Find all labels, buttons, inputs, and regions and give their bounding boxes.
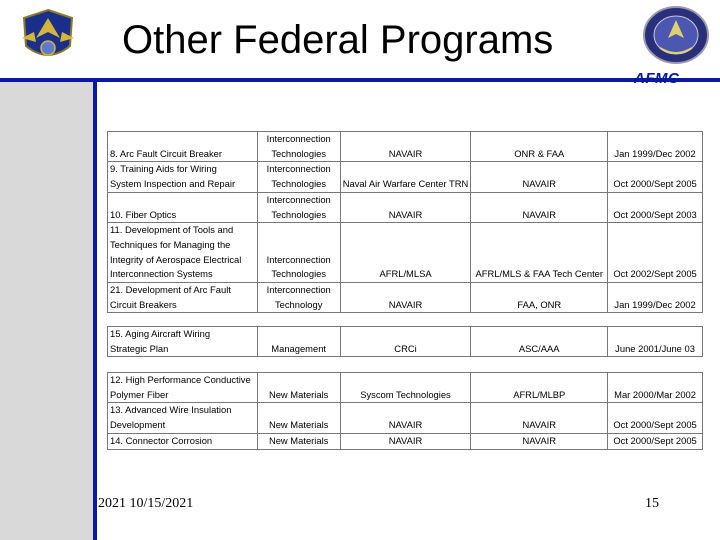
program-sponsor-cell: [471, 132, 608, 162]
program-performer-cell: [340, 132, 471, 162]
program-dates-cell: [608, 403, 703, 433]
program-sponsor: NAVAIR: [522, 434, 556, 446]
program-category-line: New Materials: [268, 419, 329, 431]
table-row: [108, 223, 703, 283]
program-sponsor-cell: [471, 373, 608, 403]
program-performer: Naval Air Warfare Center TRN: [342, 178, 469, 190]
program-name-line: 10. Fiber Optics: [110, 208, 177, 220]
program-category-line: Interconnection: [266, 253, 331, 265]
programs-table-interconnection: [107, 131, 703, 313]
program-category-cell: [257, 192, 340, 222]
program-category-line: New Materials: [268, 388, 329, 400]
command-emblem-icon: [18, 8, 78, 66]
left-divider: [93, 80, 97, 540]
program-performer: NAVAIR: [388, 208, 423, 220]
table-row: [108, 403, 703, 433]
program-dates: Oct 2000/Sept 2005: [613, 419, 697, 431]
program-dates: Oct 2000/Sept 2003: [613, 208, 697, 220]
program-sponsor: AFRL/MLBP: [513, 388, 566, 400]
program-sponsor-cell: [471, 192, 608, 222]
program-sponsor: ASC/AAA: [518, 342, 560, 354]
program-name-line: 21. Development of Arc Fault: [110, 284, 231, 296]
program-dates-cell: [608, 327, 703, 357]
program-name-line: 15. Aging Aircraft Wiring: [110, 328, 211, 339]
program-sponsor-cell: [471, 223, 608, 283]
program-name-line: 8. Arc Fault Circuit Breaker: [110, 147, 223, 159]
program-sponsor: AFRL/MLS & FAA Tech Center: [475, 268, 604, 280]
program-dates: Jan 1999/Dec 2002: [614, 147, 696, 159]
program-sponsor: NAVAIR: [522, 419, 556, 431]
program-category-line: Technologies: [271, 147, 327, 159]
table-row: [108, 283, 703, 313]
program-dates: June 2001/June 03: [615, 342, 695, 354]
program-sponsor: NAVAIR: [522, 178, 557, 190]
program-dates-cell: [608, 373, 703, 403]
center-crest-icon: [640, 4, 712, 66]
program-dates: Jan 1999/Dec 2002: [614, 298, 696, 310]
header-divider: [0, 78, 720, 82]
program-dates-cell: [608, 162, 703, 192]
program-category-line: Interconnection: [266, 284, 331, 296]
program-name-cell: [108, 403, 258, 433]
program-name-line: 12. High Performance Conductive: [110, 374, 251, 385]
program-category-line: Technologies: [271, 208, 327, 220]
program-category-cell: [257, 283, 340, 313]
program-dates-cell: [608, 223, 703, 283]
program-name-line: System Inspection and Repair: [110, 178, 236, 190]
program-category-line: Interconnection: [266, 193, 331, 205]
program-category-cell: [257, 162, 340, 192]
program-category-line: Management: [271, 342, 327, 354]
table-row: [108, 162, 703, 192]
program-name-line: 9. Training Aids for Wiring: [110, 163, 217, 175]
program-performer-cell: [340, 223, 471, 283]
program-category-cell: [257, 373, 340, 403]
program-name-cell: [108, 132, 258, 162]
program-category-line: Technology: [274, 298, 323, 310]
program-category-line: New Materials: [268, 434, 329, 446]
table-row: [108, 132, 703, 162]
program-sponsor: ONR & FAA: [514, 147, 565, 159]
program-sponsor-cell: [471, 283, 608, 313]
program-category-cell: [257, 132, 340, 162]
program-sponsor-cell: [471, 327, 608, 357]
program-category-line: Interconnection: [266, 163, 331, 175]
program-category-cell: [257, 223, 340, 283]
footer-date: 2021 10/15/2021: [98, 496, 194, 511]
page-number: 15: [645, 496, 659, 511]
program-name-cell: [108, 327, 258, 357]
program-category-cell: [257, 327, 340, 357]
program-performer: NAVAIR: [388, 298, 423, 310]
program-name-line: 14. Connector Corrosion: [110, 434, 213, 446]
program-dates-cell: [608, 192, 703, 222]
program-performer: CRCi: [394, 342, 417, 354]
programs-table-management: [107, 326, 703, 357]
program-name-line: Techniques for Managing the: [110, 238, 231, 250]
program-sponsor: FAA, ONR: [517, 298, 562, 310]
program-name-line: Strategic Plan: [110, 342, 169, 354]
program-dates-cell: [608, 132, 703, 162]
program-performer-cell: [340, 192, 471, 222]
program-name-cell: [108, 283, 258, 313]
table-row: [108, 433, 703, 449]
program-sponsor: NAVAIR: [522, 208, 557, 220]
program-name-line: 11. Development of Tools and: [110, 224, 234, 236]
program-name-line: Circuit Breakers: [110, 298, 177, 310]
left-sidebar-band: [0, 80, 93, 540]
program-dates: Oct 2000/Sept 2005: [613, 434, 697, 446]
program-category-line: Technologies: [271, 178, 327, 190]
program-performer-cell: [340, 373, 471, 403]
program-name-cell: [108, 223, 258, 283]
program-performer-cell: [340, 327, 471, 357]
program-sponsor-cell: [471, 162, 608, 192]
program-dates: Oct 2002/Sept 2005: [613, 268, 697, 280]
program-name-line: Polymer Fiber: [110, 388, 169, 400]
program-performer: NAVAIR: [388, 419, 423, 431]
program-dates-cell: [608, 283, 703, 313]
program-name-line: 13. Advanced Wire Insulation: [110, 404, 232, 416]
page-title: Other Federal Programs: [122, 18, 554, 62]
program-category-cell: [257, 433, 340, 449]
program-dates: Oct 2000/Sept 2005: [613, 178, 697, 190]
program-performer-cell: [340, 433, 471, 449]
program-performer-cell: [340, 162, 471, 192]
program-name-line: Development: [110, 419, 166, 431]
afmc-logo: AFMC: [634, 70, 680, 87]
program-category-line: Interconnection: [266, 133, 331, 144]
program-sponsor-cell: [471, 433, 608, 449]
program-performer-cell: [340, 403, 471, 433]
program-name-line: Interconnection Systems: [110, 268, 213, 280]
program-name-cell: [108, 373, 258, 403]
program-name-line: Integrity of Aerospace Electrical: [110, 253, 242, 265]
program-dates-cell: [608, 433, 703, 449]
table-row: [108, 373, 703, 403]
table-row: [108, 192, 703, 222]
program-performer-cell: [340, 283, 471, 313]
program-performer: AFRL/MLSA: [379, 268, 432, 280]
program-category-line: Technologies: [271, 268, 327, 280]
program-performer: Syscom Technologies: [360, 388, 451, 400]
programs-table-materials: [107, 372, 703, 450]
table-row: [108, 327, 703, 357]
program-name-cell: [108, 433, 258, 449]
program-name-cell: [108, 192, 258, 222]
program-sponsor-cell: [471, 403, 608, 433]
program-performer: NAVAIR: [388, 434, 423, 446]
program-performer: NAVAIR: [388, 147, 423, 159]
program-dates: Mar 2000/Mar 2002: [614, 388, 696, 400]
program-name-cell: [108, 162, 258, 192]
program-category-cell: [257, 403, 340, 433]
